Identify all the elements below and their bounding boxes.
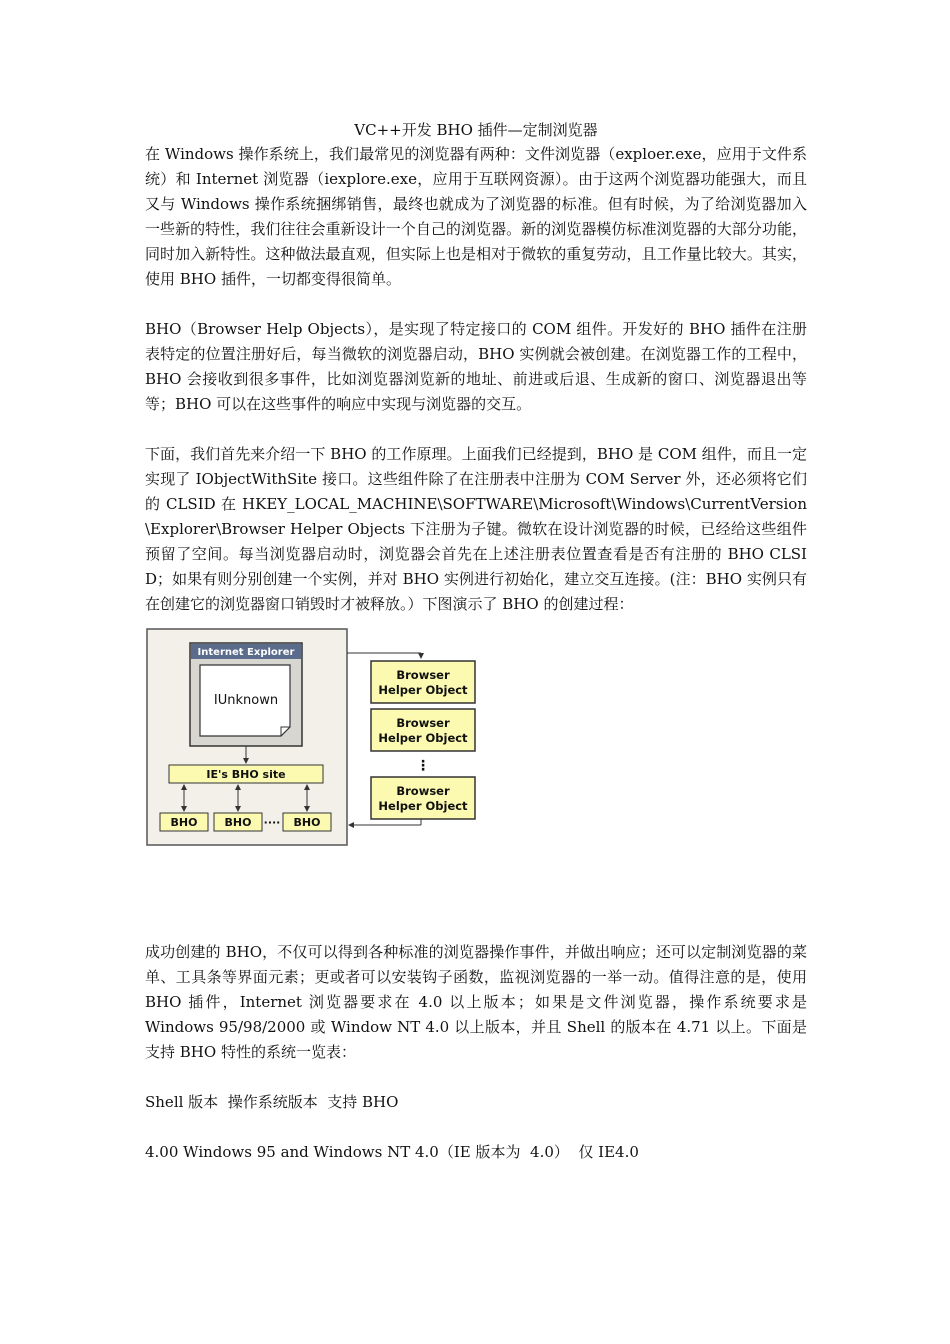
helper-2-line1: Browser	[396, 716, 450, 730]
bho-ellipsis: ····	[263, 816, 281, 829]
paragraph-intro: 在 Windows 操作系统上，我们最常见的浏览器有两种：文件浏览器（exploer.exe，应用于文件系统）和 Internet 浏览器（iexplore.exe，应用于互联网资源）。由于这两个浏览器功能强大，而且又与 Windows 操作系统捆绑销售，最终也就成为了浏览器的标准。但有时候，为了给浏览器加入一些新的特性，我们往往会重新设计一个自己的浏览器。新的浏览器模仿标准浏览器的大部分功能，同时加入新特性。这种做法最直观，但实际上也是相对于微软的重复劳动，且工作量比较大。其实，使用 BHO 插件，一切都变得很简单。	[145, 145, 807, 288]
bho-label-2: BHO	[224, 816, 252, 829]
paragraph-bho-capabilities: 成功创建的 BHO，不仅可以得到各种标准的浏览器操作事件，并做出响应；还可以定制浏览器的菜单、工具条等界面元素；更或者可以安装钩子函数，监视浏览器的一举一动。值得注意的是，使用 BHO 插件，Internet 浏览器要求在 4.0 以上版本；如果是文件浏览器，操作系统要求是 Windows 95/98/2000 或 Window NT 4.0 以上版本，并且 Shell 的版本在 4.71 以上。下面是支持 BHO 特性的系统一览表：	[145, 943, 807, 1061]
helper-3-line2: Helper Object	[378, 799, 468, 813]
bho-diagram-svg	[145, 625, 485, 853]
bho-site-label: IE's BHO site	[206, 768, 286, 781]
bho-label-3: BHO	[293, 816, 321, 829]
paragraph-bho-definition: BHO（Browser Help Objects），是实现了特定接口的 COM 组件。开发好的 BHO 插件在注册表特定的位置注册好后，每当微软的浏览器启动，BHO 实例就会被创建。在浏览器工作的工程中，BHO 会接收到很多事件，比如浏览器浏览新的地址、前进或后退、生成新的窗口、浏览器退出等等；BHO 可以在这些事件的响应中实现与浏览器的交互。	[145, 320, 807, 413]
bho-label-1: BHO	[170, 816, 198, 829]
paragraph-bho-principle: 下面，我们首先来介绍一下 BHO 的工作原理。上面我们已经提到，BHO 是 COM 组件，而且一定实现了 IObjectWithSite 接口。这些组件除了在注册表中注册为 COM Server 外，还必须将它们的 CLSID 在 HKEY_LOCAL_MACHINE\SOFTWARE\Microsoft\Windows\CurrentVersion\Explorer\Browser Helper Objects 下注册为子键。微软在设计浏览器的时候，已经给这些组件预留了空间。每当浏览器启动时，浏览器会首先在上述注册表位置查看是否有注册的 BHO CLSID；如果有则分别创建一个实例，并对 BHO 实例进行初始化，建立交互连接。(注：BHO 实例只有在创建它的浏览器窗口销毁时才被释放。）下图演示了 BHO 的创建过程：	[145, 445, 807, 613]
helper-1-line1: Browser	[396, 668, 450, 682]
helper-2-line2: Helper Object	[378, 731, 468, 745]
document-page	[145, 118, 807, 1165]
helper-ellipsis: ⋮	[416, 758, 430, 774]
helper-1-line2: Helper Object	[378, 683, 468, 697]
iunknown-label: IUnknown	[213, 693, 279, 708]
table-header-line: Shell 版本 操作系统版本 支持 BHO	[145, 1093, 399, 1111]
bho-creation-diagram	[145, 625, 485, 853]
document-title: VC++开发 BHO 插件—定制浏览器	[354, 121, 598, 139]
ie-title-label: Internet Explorer	[197, 647, 295, 658]
table-row-1: 4.00 Windows 95 and Windows NT 4.0（IE 版本为 4.0） 仅 IE4.0	[145, 1143, 639, 1161]
helper-3-line1: Browser	[396, 784, 450, 798]
